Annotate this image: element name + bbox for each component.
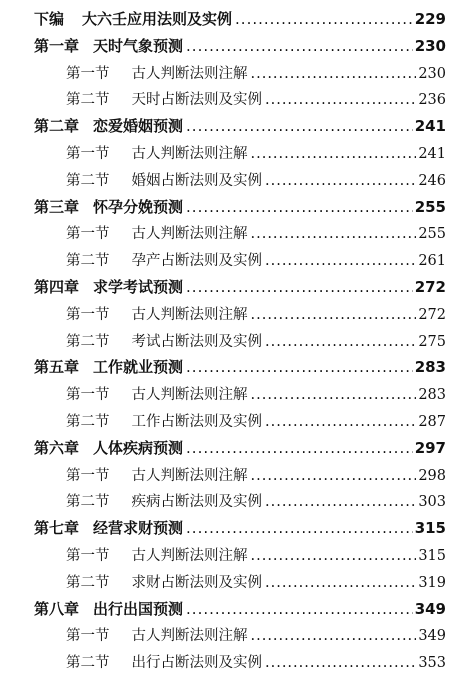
toc-entry-page-number: 255 — [414, 197, 446, 216]
toc-entry-title: 婚姻占断法则及实例 — [131, 172, 262, 189]
toc-entry-section — [66, 490, 446, 516]
dot-leader — [265, 173, 416, 189]
toc-entry-label: 第一节 — [66, 65, 110, 82]
toc-entry-label: 第一节 — [66, 467, 110, 484]
toc-entry-part — [34, 8, 446, 34]
dot-leader — [251, 307, 417, 323]
toc-entry-label: 第八章 — [34, 599, 80, 618]
toc-entry-page-number: 349 — [418, 628, 446, 645]
toc-entry-section — [66, 62, 446, 88]
dot-leader — [265, 575, 416, 591]
toc-entry-page-number: 283 — [414, 358, 446, 377]
dot-leader — [186, 198, 413, 216]
toc-entry-label: 第一节 — [66, 306, 110, 323]
toc-entry-title: 古人判断法则注解 — [131, 467, 248, 484]
toc-entry-page-number: 349 — [414, 599, 446, 618]
dot-leader — [186, 278, 413, 296]
toc-entry-chapter — [34, 276, 446, 302]
toc-entry-page-number: 283 — [418, 387, 446, 404]
toc-entry-section — [66, 249, 446, 275]
toc-entry-section — [66, 410, 446, 436]
toc-entry-label: 第二节 — [66, 172, 110, 189]
toc-entry-title: 疾病占断法则及实例 — [131, 494, 262, 511]
toc-entry-chapter — [34, 437, 446, 463]
toc-entry-title: 古人判断法则注解 — [131, 65, 248, 82]
toc-entry-page-number: 303 — [418, 494, 446, 511]
toc-entry-title: 恋爱婚姻预测 — [93, 117, 184, 136]
toc-entry-page-number: 287 — [418, 414, 446, 430]
toc-entry-page-number: 246 — [418, 172, 446, 189]
toc-entry-label: 第一节 — [66, 628, 110, 645]
toc-entry-label: 第一章 — [34, 36, 80, 55]
toc-entry-label: 第五章 — [34, 358, 80, 377]
toc-entry-title: 古人判断法则注解 — [131, 146, 248, 162]
toc-entry-chapter — [34, 517, 446, 543]
toc-entry-page-number: 315 — [418, 548, 446, 564]
dot-leader — [251, 226, 417, 242]
toc-entry-label: 第二节 — [66, 655, 110, 672]
toc-entry-section — [66, 544, 446, 570]
dot-leader — [186, 37, 413, 55]
toc-entry-page-number: 297 — [414, 438, 446, 457]
toc-entry-page-number: 230 — [418, 65, 446, 82]
toc-entry-section — [66, 624, 446, 650]
dot-leader — [251, 468, 417, 484]
toc-entry-chapter — [34, 115, 446, 141]
toc-entry-section — [66, 169, 446, 195]
toc-entry-page-number: 241 — [418, 146, 446, 162]
toc-entry-page-number: 241 — [414, 117, 446, 136]
toc-entry-section — [66, 88, 446, 114]
toc-entry-page-number: 319 — [418, 574, 446, 591]
dot-leader — [265, 494, 416, 510]
toc-entry-section — [66, 142, 446, 168]
toc-entry-page-number: 229 — [414, 10, 446, 28]
dot-leader — [186, 117, 413, 135]
toc-entry-page-number: 272 — [418, 306, 446, 323]
toc-entry-page-number: 315 — [414, 519, 446, 538]
toc-entry-section — [66, 303, 446, 329]
toc-entry-chapter — [34, 356, 446, 382]
toc-entry-title: 经营求财预测 — [93, 519, 184, 538]
toc-entry-label: 第二节 — [66, 414, 110, 430]
toc-entry-title: 天时占断法则及实例 — [131, 92, 262, 109]
toc-entry-label: 下编 — [34, 10, 65, 28]
toc-entry-label: 第一节 — [66, 146, 110, 162]
dot-leader — [265, 334, 416, 350]
toc-entry-page-number: 272 — [414, 278, 446, 296]
toc-entry-title: 出行出国预测 — [93, 599, 184, 618]
toc-entry-label: 第二节 — [66, 574, 110, 591]
toc-entry-label: 第二节 — [66, 92, 110, 109]
dot-leader — [265, 253, 416, 269]
dot-leader — [265, 92, 416, 108]
toc-entry-title: 工作就业预测 — [93, 358, 184, 377]
toc-entry-section — [66, 330, 446, 356]
toc-entry-section — [66, 222, 446, 248]
toc-entry-label: 第二章 — [34, 117, 80, 136]
toc-entry-title: 工作占断法则及实例 — [131, 414, 262, 430]
dot-leader — [251, 628, 417, 644]
toc-entry-label: 第一节 — [66, 548, 110, 564]
dot-leader — [265, 414, 416, 430]
toc-entry-section — [66, 651, 446, 677]
toc-entry-title: 古人判断法则注解 — [131, 548, 248, 564]
toc-entry-page-number: 236 — [418, 92, 446, 109]
toc-entry-section — [66, 383, 446, 409]
dot-leader — [186, 600, 413, 618]
toc-entry-section — [66, 571, 446, 597]
toc-entry-title: 孕产占断法则及实例 — [131, 253, 262, 270]
toc-entry-title: 古人判断法则注解 — [131, 306, 248, 323]
toc-entry-section — [66, 464, 446, 490]
dot-leader — [186, 439, 413, 457]
toc-entry-chapter — [34, 35, 446, 61]
toc-entry-title: 古人判断法则注解 — [131, 387, 248, 404]
toc-entry-label: 第二节 — [66, 333, 110, 350]
toc-entry-title: 怀孕分娩预测 — [93, 197, 184, 216]
toc-entry-label: 第七章 — [34, 519, 80, 538]
dot-leader — [265, 655, 416, 671]
toc-entry-title: 求学考试预测 — [93, 278, 184, 296]
toc-entry-label: 第二节 — [66, 494, 110, 511]
toc-entry-label: 第二节 — [66, 253, 110, 270]
toc-entry-chapter — [34, 196, 446, 222]
dot-leader — [251, 66, 417, 82]
dot-leader — [251, 548, 417, 564]
dot-leader — [251, 387, 417, 403]
dot-leader — [186, 519, 413, 537]
toc-entry-label: 第四章 — [34, 278, 80, 296]
toc-entry-title: 大六壬应用法则及实例 — [82, 10, 233, 28]
toc-entry-page-number: 275 — [418, 333, 446, 350]
toc-entry-page-number: 261 — [418, 253, 446, 270]
dot-leader — [251, 146, 417, 162]
toc-entry-title: 人体疾病预测 — [93, 438, 184, 457]
toc-entry-title: 出行占断法则及实例 — [131, 655, 262, 672]
toc-entry-page-number: 298 — [418, 467, 446, 484]
toc-entry-title: 考试占断法则及实例 — [131, 333, 262, 350]
toc-entry-label: 第一节 — [66, 226, 110, 243]
toc-entry-label: 第六章 — [34, 438, 80, 457]
toc-entry-title: 天时气象预测 — [93, 36, 184, 55]
dot-leader — [235, 10, 413, 28]
toc-entry-page-number: 230 — [414, 36, 446, 55]
toc-entry-page-number: 353 — [418, 655, 446, 672]
toc-entry-title: 古人判断法则注解 — [131, 628, 248, 645]
toc-entry-label: 第三章 — [34, 197, 80, 216]
toc-entry-title: 古人判断法则注解 — [131, 226, 248, 243]
toc-entry-title: 求财占断法则及实例 — [131, 574, 262, 591]
toc-entry-label: 第一节 — [66, 387, 110, 404]
toc-entry-chapter — [34, 598, 446, 624]
toc-entry-page-number: 255 — [418, 226, 446, 243]
dot-leader — [186, 358, 413, 376]
